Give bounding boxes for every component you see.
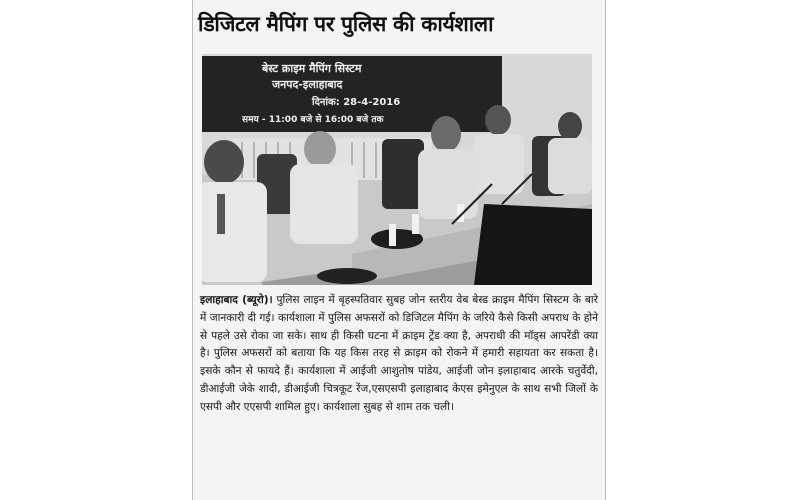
monitor: [474, 204, 592, 285]
headline: डिजिटल मैपिंग पर पुलिस की कार्यशाला: [198, 12, 494, 36]
banner-line-2: जनपद-इलाहाबाद: [272, 78, 343, 91]
column-rule-right: [605, 0, 606, 500]
column-rule-left: [192, 0, 193, 500]
article-body-text: पुलिस लाइन में बृहस्पतिवार सुबह जोन स्तरीय वेब बेस्ड क्राइम मैपिंग सिस्टम के बारे में जानकारी दी गई। कार्यशाला में पुलिस अफसरों को डिजिटल मैपिंग के जरिये कैसे किसी अपराध के होने से पहले उसे रोका जा सके। साथ ही किसी घटना में क्राइम ट्रेंड क्या है, अपराधी की मॉड्स आपरेंडी क्या है। पुलिस अफसरों को बताया कि यह किस तरह से क्राइम को रोकने में हमारी सहायता कर सकता है। इसके कौन से फायदे हैं। कार्यशाला में आईजी आशुतोष पांडेय, आईजी जोन इलाहाबाद आरके चतुर्वेदी, डीआईजी जेके शादी, डीआईजी चित्रकूट रेंज,एसएसपी इलाहाबाद केएस इमेनुएल के साथ सभी जिलों के एसपी और एएसपी शामिल हुए। कार्यशाला सुबह से शाम तक चली।: [200, 294, 598, 413]
banner-line-3: दिनांक: 28-4-2016: [312, 97, 401, 108]
news-photo: [202, 54, 592, 285]
dateline: इलाहाबाद (ब्यूरो)।: [200, 294, 273, 306]
event-banner: [202, 56, 502, 132]
newspaper-clipping: [192, 0, 606, 500]
banner-line-1: बेस्ट क्राइम मैपिंग सिस्टम: [262, 62, 362, 75]
article-body: [200, 292, 598, 417]
banner-line-4: समय - 11:00 बजे से 16:00 बजे तक: [242, 115, 384, 125]
